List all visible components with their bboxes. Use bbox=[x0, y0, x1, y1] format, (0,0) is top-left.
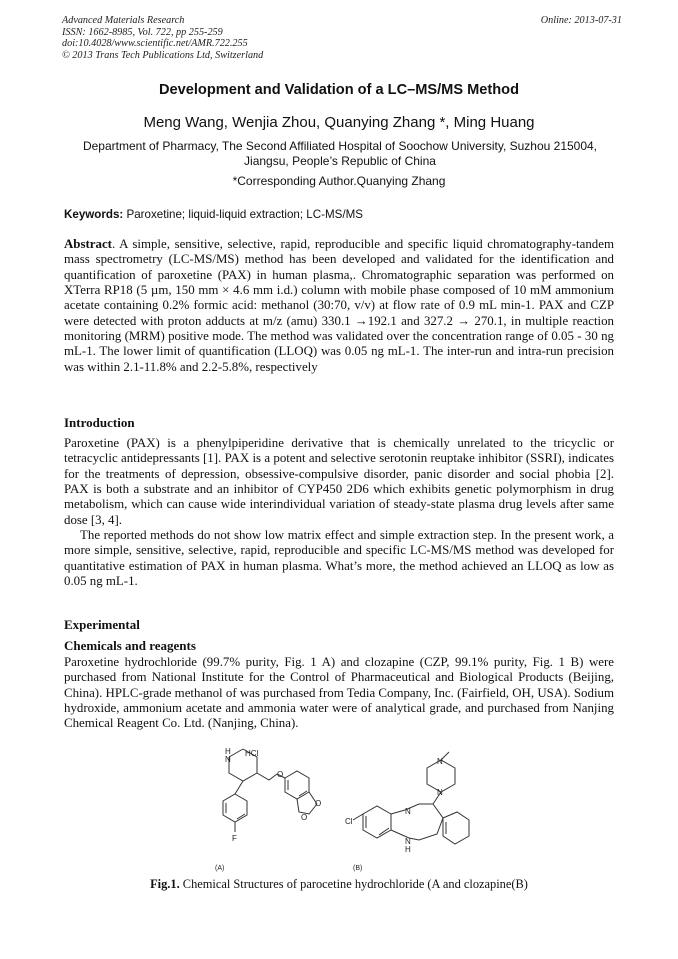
doi[interactable]: doi:10.4028/www.scientific.net/AMR.722.255 bbox=[62, 38, 248, 50]
intro-paragraph-2: The reported methods do not show low matrix effect and simple extraction step. In the present work, a more simple, sensitive, selective, rapid, reproducible and specific LC-MS/MS method was developed for quantitative estimation of PAX in human plasma. What’s more, the method achieved an LLOQ as low as 0.05 ng mL-1. bbox=[64, 528, 614, 589]
copyright: © 2013 Trans Tech Publications Ltd, Switzerland bbox=[62, 49, 264, 61]
introduction-body bbox=[64, 436, 614, 589]
intro-paragraph-1: Paroxetine (PAX) is a phenylpiperidine derivative that is chemically unrelated to the tricyclic or tetracyclic antidepressants [1]. PAX is a potent and selective serotonin reuptake inhibitor (SSRI), indicates for the treatments of depression, obsessive-compulsive disorder, panic disorder and social phobia [2]. PAX is both a substrate and an inhibitor of CYP450 2D6 which exhibits genetic polymorphism in drug metabolism, which can cause wide interindividual variation of steady-state plasma drug levels after same dose [3, 4]. bbox=[64, 436, 614, 527]
online-date: Online: 2013-07-31 bbox=[540, 15, 622, 26]
atom-n-amine-h: H bbox=[405, 845, 411, 854]
abstract-text: . A simple, sensitive, selective, rapid, reproducible and specific liquid chromatography-tandem mass spectrometry (LC-MS/MS) method has been developed and validated for the identification and quantification of paroxetine (PAX) in human plasma,. Chromatographic separation was performed on XTerra RP18 (5 µm, 150 mm × 4.6 mm i.d.) column with mobile phase composed of 10 mM ammonium acetate containing 0.2% formic acid: methanol (30:70, v/v) at flow rate of 0.9 mL min-1. PAX and CZP were detected with proton adducts at m/z (amu) 330.1 →192.1 and 327.2 → 270.1, in multiple reaction monitoring (MRM) positive mode. The method was validated over the concentration range of 0.05 - 30 ng mL-1. The lower limit of quantification (LLOQ) was 0.05 ng mL-1. The inter-run and intra-run precision was within 2.1-11.8% and 2.2-5.8%, respectively bbox=[64, 237, 614, 374]
caption-label: Fig.1. bbox=[150, 877, 180, 891]
atom-n-piperazine-2: N bbox=[437, 788, 443, 797]
caption-text: Chemical Structures of parocetine hydrochloride (A and clozapine(B) bbox=[179, 877, 528, 891]
chemical-structures-figure bbox=[205, 748, 485, 874]
atom-n-piperazine-1: N bbox=[437, 757, 443, 766]
journal-name: Advanced Materials Research bbox=[62, 15, 185, 26]
chemicals-text: Paroxetine hydrochloride (99.7% purity, Fig. 1 A) and clozapine (CZP, 99.1% purity, Fig. 1 B) were purchased from National Institute for the Control of Pharmaceutical and Biological Products (Beijing, China). HPLC-grade methanol of was purchased from Tedia Company, Inc. (Fairfield, OH, USA). Sodium hydroxide, ammonium acetate and ammonia water were of analytical grade, and purchased from Nanjing Chemical Reagent Co. Ltd. (Nanjing, China). bbox=[64, 655, 614, 731]
journal-header bbox=[62, 15, 622, 61]
keywords bbox=[64, 208, 363, 221]
paper-title: Development and Validation of a LC–MS/MS Method bbox=[158, 82, 519, 98]
introduction-heading: Introduction bbox=[64, 415, 135, 430]
keywords-text: Paroxetine; liquid-liquid extraction; LC-MS/MS bbox=[123, 208, 363, 221]
atom-hcl: HCl bbox=[245, 749, 259, 758]
atom-cl: Cl bbox=[345, 817, 353, 826]
corresponding-author: *Corresponding Author.Quanying Zhang bbox=[232, 174, 446, 188]
atom-o-dioxole-1: O bbox=[315, 799, 322, 808]
atom-o-dioxole-2: O bbox=[301, 813, 308, 822]
abstract-label: Abstract bbox=[64, 237, 112, 251]
atom-n-imine: N bbox=[405, 807, 411, 816]
atom-nh-h: H bbox=[225, 748, 231, 756]
figure-label-a: (A) bbox=[215, 865, 225, 872]
atom-n-piperidine: N bbox=[225, 755, 231, 764]
atom-n-amine: N bbox=[405, 837, 411, 846]
issn: ISSN: 1662-8985, Vol. 722, pp 255-259 bbox=[62, 26, 223, 38]
atom-o-ether: O bbox=[277, 770, 284, 779]
experimental-heading: Experimental bbox=[64, 617, 140, 632]
atom-f: F bbox=[232, 834, 237, 843]
clozapine-structure bbox=[353, 752, 469, 844]
abstract bbox=[64, 237, 614, 375]
figure-caption bbox=[0, 877, 678, 892]
authors: Meng Wang, Wenjia Zhou, Quanying Zhang *, Ming Huang bbox=[143, 114, 535, 131]
keywords-label: Keywords: bbox=[64, 208, 124, 221]
figure-label-b: (B) bbox=[353, 865, 363, 872]
affiliation: Department of Pharmacy, The Second Affiliated Hospital of Soochow University, Suzhou 215004, Jiangsu, People’s Republic of China bbox=[82, 139, 598, 168]
chemicals-subheading: Chemicals and reagents bbox=[64, 638, 196, 653]
